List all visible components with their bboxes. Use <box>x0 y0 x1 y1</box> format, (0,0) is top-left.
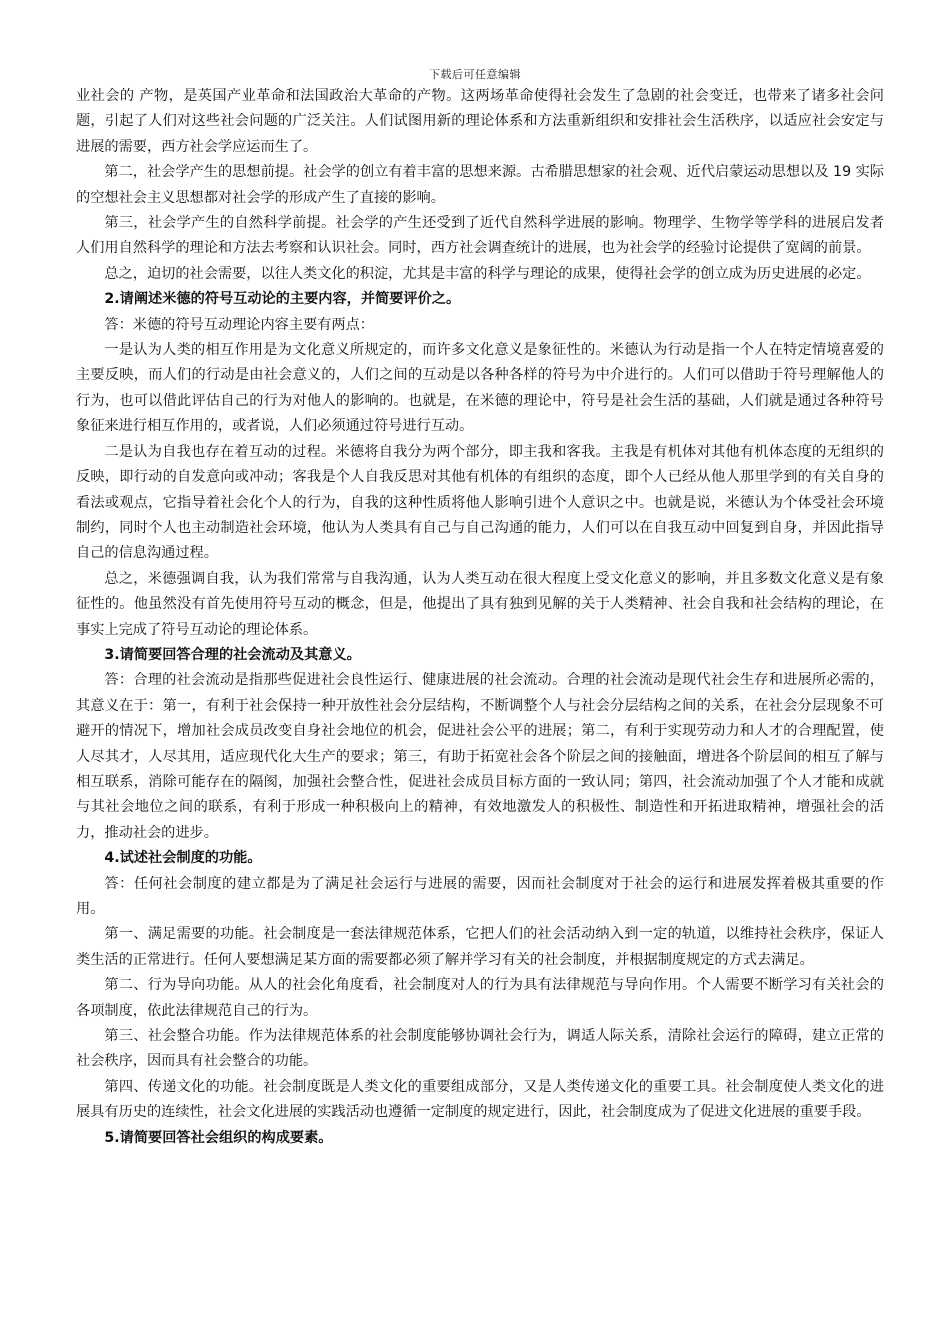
question-heading: 5.请简要回答社会组织的构成要素。 <box>104 1129 333 1146</box>
answer-intro: 答：米德的符号互动理论内容主要有两点： <box>104 316 374 333</box>
paragraph: 第二，社会学产生的思想前提。社会学的创立有着丰富的思想来源。古希腊思想家的社会观、近代启蒙运动思想以及 19 实际的空想社会主义思想都对社会学的形成产生了直接的影响。 <box>76 164 884 206</box>
page-header: 下载后可任意编辑 <box>429 68 521 81</box>
paragraph: 总之，迫切的社会需要，以往人类文化的积淀，尤其是丰富的科学与理论的成果，使得社会学的创立成为历史进展的必定。 <box>104 265 871 282</box>
question-heading: 4.试述社会制度的功能。 <box>104 850 262 867</box>
paragraph: 第一、满足需要的功能。社会制度是一套法律规范体系，它把人们的社会活动纳入到一定的轨道，以维持社会秩序，保证人类生活的正常进行。任何人要想满足某方面的需要都必须了解并学习有关的社会制度，并根据制度规定的方式去满足。 <box>76 926 884 968</box>
document-body <box>76 84 884 1151</box>
question-heading: 3.请简要回答合理的社会流动及其意义。 <box>104 646 361 663</box>
paragraph-continued: 业社会的 产物，是英国产业革命和法国政治大革命的产物。这两场革命使得社会发生了急剧的社会变迁，也带来了诸多社会问题，引起了人们对这些社会问题的广泛关注。人们试图用新的理论体系和方法重新组织和安排社会生活秩序，以适应社会安定与进展的需要，西方社会学应运而生了。 <box>76 88 884 155</box>
paragraph: 一是认为人类的相互作用是为文化意义所规定的，而许多文化意义是象征性的。米德认为行动是指一个人在特定情境喜爱的主要反映，而人们的行动是由社会意义的，人们之间的互动是以各种各样的符号为中介进行的。人们可以借助于符号理解他人的行为，也可以借此评估自己的行为对他人的影响的。也就是，在米德的理论中，符号是社会生活的基础，人们就是通过各种符号象征来进行相互作用的，或者说，人们必须通过符号进行互动。 <box>76 342 884 435</box>
answer-intro: 答：任何社会制度的建立都是为了满足社会运行与进展的需要，因而社会制度对于社会的运行和进展发挥着极其重要的作用。 <box>76 875 884 917</box>
question-heading: 2.请阐述米德的符号互动论的主要内容，并简要评价之。 <box>104 291 461 308</box>
paragraph: 第四、传递文化的功能。社会制度既是人类文化的重要组成部分，又是人类传递文化的重要工具。社会制度使人类文化的进展具有历史的连续性，社会文化进展的实践活动也遵循一定制度的规定进行，因此，社会制度成为了促进文化进展的重要手段。 <box>76 1078 884 1121</box>
paragraph: 二是认为自我也存在着互动的过程。米德将自我分为两个部分，即主我和客我。主我是有机体对其他有机体态度的无组织的反映，即行动的自发意向或冲动；客我是个人自我反思对其他有机体的有组织的态度，即个人已经从他人那里学到的有关自身的看法或观点，它指导着社会化个人的行为，自我的这种性质将他人影响引进个人意识之中。也就是说，米德认为个体受社会环境制约，同时个人也主动制造社会环境，他认为人类具有自己与自己沟通的能力，人们可以在自我互动中回复到自身，并因此指导自己的信息沟通过程。 <box>76 443 884 562</box>
paragraph: 第三，社会学产生的自然科学前提。社会学的产生还受到了近代自然科学进展的影响。物理学、生物学等学科的进展启发者人们用自然科学的理论和方法去考察和认识社会。同时，西方社会调查统计的进展，也为社会学的经验讨论提供了宽阔的前景。 <box>76 215 884 257</box>
paragraph: 第三、社会整合功能。作为法律规范体系的社会制度能够协调社会行为，调适人际关系，清除社会运行的障碍，建立正常的社会秩序，因而具有社会整合的功能。 <box>76 1028 884 1070</box>
paragraph: 第二、行为导向功能。从人的社会化角度看，社会制度对人的行为具有法律规范与导向作用。个人需要不断学习有关社会的各项制度，依此法律规范自己的行为。 <box>76 977 884 1019</box>
paragraph: 总之，米德强调自我，认为我们常常与自我沟通，认为人类互动在很大程度上受文化意义的影响，并且多数文化意义是有象征性的。他虽然没有首先使用符号互动的概念，但是，他提出了具有独到见解的关于人类精神、社会自我和社会结构的理论，在事实上完成了符号互动论的理论体系。 <box>76 570 884 638</box>
paragraph: 答：合理的社会流动是指那些促进社会良性运行、健康进展的社会流动。合理的社会流动是现代社会生存和进展所必需的，其意义在于：第一，有利于社会保持一种开放性社会分层结构，不断调整个人与社会分层结构之间的关系，在社会分层现象不可避开的情况下，增加社会成员改变自身社会地位的机会，促进社会公平的进展；第二，有利于实现劳动力和人才的合理配置，使人尽其才，人尽其用，适应现代化大生产的要求；第三，有助于拓宽社会各个阶层之间的接触面，增进各个阶层间的相互了解与相互联系，消除可能存在的隔阂，加强社会整合性，促进社会成员目标方面的一致认同；第四，社会流动加强了个人才能和成就与其社会地位之间的联系，有利于形成一种积极向上的精神，有效地激发人的积极性、制造性和开拓进取精神，增强社会的活力，推动社会的进步。 <box>76 672 884 841</box>
